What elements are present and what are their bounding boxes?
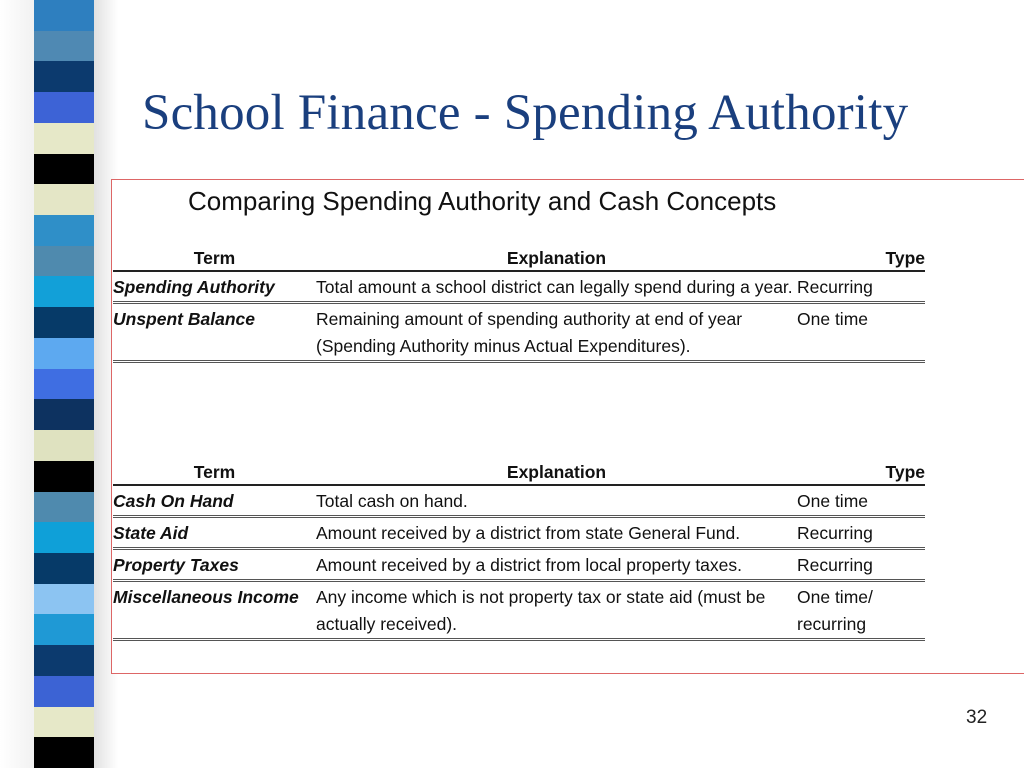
term-cell: Miscellaneous Income (113, 581, 316, 640)
type-cell: One time/ recurring (797, 581, 925, 640)
term-cell: Spending Authority (113, 271, 316, 303)
type-cell: One time (797, 485, 925, 517)
strip-block (34, 676, 94, 707)
explanation-cell: Total cash on hand. (316, 485, 797, 517)
table-row (113, 271, 925, 303)
table-row (113, 517, 925, 549)
term-cell: Unspent Balance (113, 303, 316, 362)
strip-block (34, 0, 94, 31)
decorative-side-bar (0, 0, 118, 768)
column-header-explanation: Explanation (316, 246, 797, 271)
strip-block (34, 492, 94, 522)
column-header-type: Type (797, 460, 925, 485)
table-row (113, 581, 925, 640)
column-header-type: Type (797, 246, 925, 271)
strip-block (34, 553, 94, 584)
strip-block (34, 123, 94, 154)
strip-block (34, 369, 94, 399)
strip-block (34, 338, 94, 369)
explanation-cell: Remaining amount of spending authority at end of year (Spending Authority minus Actual Expenditures). (316, 303, 797, 362)
explanation-cell: Any income which is not property tax or state aid (must be actually received). (316, 581, 797, 640)
strip-block (34, 737, 94, 768)
strip-block (34, 430, 94, 461)
table-row (113, 485, 925, 517)
explanation-cell: Amount received by a district from state General Fund. (316, 517, 797, 549)
explanation-cell: Total amount a school district can legally spend during a year. (316, 271, 797, 303)
strip-block (34, 246, 94, 276)
strip-block (34, 276, 94, 307)
column-header-explanation: Explanation (316, 460, 797, 485)
strip-block (34, 645, 94, 676)
page-number: 32 (966, 707, 988, 728)
strip-block (34, 184, 94, 215)
cash-concepts-table (113, 460, 925, 641)
table-heading: Comparing Spending Authority and Cash Concepts (188, 186, 777, 216)
explanation-cell: Amount received by a district from local property taxes. (316, 549, 797, 581)
strip-block (34, 522, 94, 553)
type-cell: Recurring (797, 517, 925, 549)
table-row (113, 303, 925, 362)
slide-title: School Finance - Spending Authority (142, 85, 909, 141)
strip-block (34, 154, 94, 184)
term-cell: State Aid (113, 517, 316, 549)
type-cell: Recurring (797, 549, 925, 581)
strip-block (34, 215, 94, 246)
column-header-term: Term (113, 460, 316, 485)
column-header-term: Term (113, 246, 316, 271)
type-cell: One time (797, 303, 925, 362)
strip-block (34, 399, 94, 430)
type-cell: Recurring (797, 271, 925, 303)
strip-block (34, 614, 94, 645)
strip-block (34, 307, 94, 338)
strip-block (34, 31, 94, 61)
table-row (113, 549, 925, 581)
term-cell: Property Taxes (113, 549, 316, 581)
strip-block (34, 584, 94, 614)
strip-block (34, 61, 94, 92)
term-cell: Cash On Hand (113, 485, 316, 517)
spending-authority-table (113, 246, 925, 363)
strip-block (34, 461, 94, 492)
strip-block (34, 707, 94, 737)
strip-block (34, 92, 94, 123)
